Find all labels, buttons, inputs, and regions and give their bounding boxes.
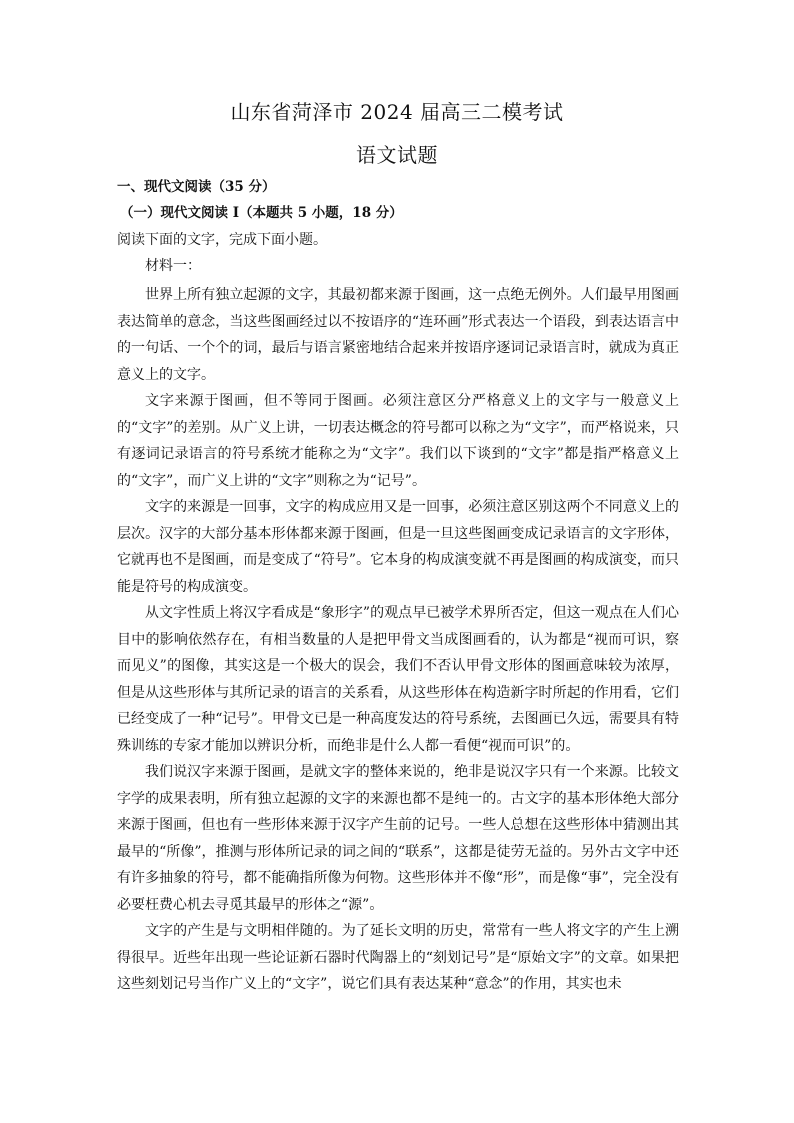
- exam-subtitle: 语文试题: [356, 143, 438, 167]
- exam-title: 山东省菏泽市 2024 届高三二模考试: [230, 100, 564, 124]
- paragraph: 从文字性质上将汉字看成是“象形字”的观点早已被学术界所否定，但这一观点在人们心目中的影响依然存在，有相当数量的人是把甲骨文当成图画看的，认为都是“视而可识，察而见义”的图像，其实这是一个极大的误会，我们不否认甲骨文形体的图画意味较为浓厚，但是从这些形体与其所记录的语言的关系看，从这些形体在构造新字时所起的作用看，它们已经变成了一种“记号”。甲骨文已是一种高度发达的符号系统，去图画已久远，需要具有特殊训练的专家才能加以辨识分析，而绝非是什么人都一看便“视而可识”的。: [117, 605, 679, 754]
- material-label: 材料一：: [145, 258, 201, 274]
- exam-body: [117, 178, 679, 998]
- instruction-text: 阅读下面的文字，完成下面小题。: [117, 232, 327, 248]
- paragraph: 文字来源于图画，但不等同于图画。必须注意区分严格意义上的文字与一般意义上的“文字”的差别。从广义上讲，一切表达概念的符号都可以称之为“文字”，而严格说来，只有逐词记录语言的符号系统才能称之为“文字”。我们以下谈到的“文字”都是指严格意义上的“文字”，而广义上讲的“文字”则称之为“记号”。: [117, 393, 679, 489]
- paragraph: 文字的来源是一回事，文字的构成应用又是一回事，必须注意区别这两个不同意义上的层次。汉字的大部分基本形体都来源于图画，但是一旦这些图画变成记录语言的文字形体，它就再也不是图画，而是变成了“符号”。它本身的构成演变就不再是图画的构成演变，而只能是符号的构成演变。: [117, 499, 679, 595]
- subsection-heading: （一）现代文阅读 I（本题共 5 小题，18 分）: [120, 205, 403, 221]
- paragraph: 世界上所有独立起源的文字，其最初都来源于图画，这一点绝无例外。人们最早用图画表达简单的意念，当这些图画经过以不按语序的“连环画”形式表达一个语段，到表达语言中的一句话、一个个的词，最后与语言紧密地结合起来并按语序逐词记录语言时，就成为真正意义上的文字。: [117, 287, 679, 383]
- section-heading: 一、现代文阅读（35 分）: [117, 179, 276, 195]
- paragraph: 我们说汉字来源于图画，是就文字的整体来说的，绝非是说汉字只有一个来源。比较文字学的成果表明，所有独立起源的文字的来源也都不是纯一的。古文字的基本形体绝大部分来源于图画，但也有一些形体来源于汉字产生前的记号。一些人总想在这些形体中猜测出其最早的“所像”，推测与形体所记录的词之间的“联系”，这都是徒劳无益的。另外古文字中还有许多抽象的符号，都不能确指所像为何物。这些形体并不像“形”，而是像“事”，完全没有必要枉费心机去寻觅其最早的形体之“源”。: [117, 764, 679, 913]
- paragraph: 文字的产生是与文明相伴随的。为了延长文明的历史，常常有一些人将文字的产生上溯得很早。近些年出现一些论证新石器时代陶器上的“刻划记号”是“原始文字”的文章。如果把这些刻划记号当作广义上的“文字”，说它们具有表达某种“意念”的作用，其实也未: [117, 923, 679, 992]
